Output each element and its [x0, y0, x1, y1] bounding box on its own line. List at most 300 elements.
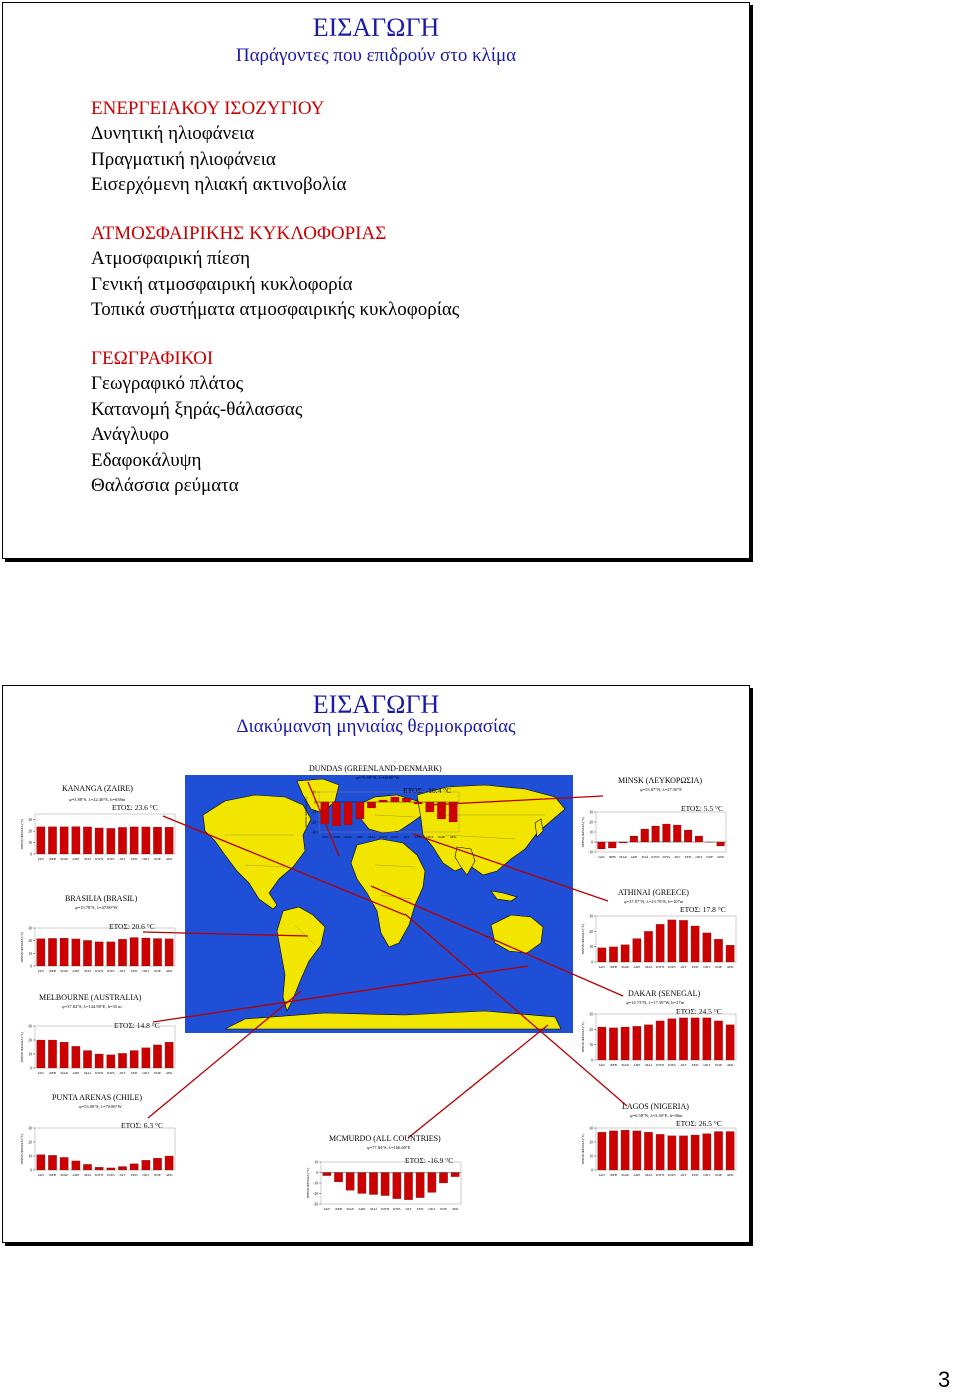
bar-ΑΠΡ — [633, 939, 641, 962]
bar-ΜΑΡ — [60, 938, 68, 966]
x-tick-label: ΑΠΡ — [633, 1063, 641, 1067]
bar-ΦΕΒ — [609, 947, 617, 962]
y-tick-label: 20 — [28, 939, 32, 944]
x-tick-label: ΔΕΚ — [717, 855, 724, 859]
bar-ΑΥΓ — [679, 920, 687, 962]
bar-ΙΟΥΝ — [95, 1167, 103, 1170]
bar-ΣΕΠ — [684, 830, 692, 842]
bar-ΔΕΚ — [726, 945, 734, 962]
bar-ΟΚΤ — [142, 938, 150, 966]
list-item: Γενική ατμοσφαιρική κυκλοφορία — [91, 273, 353, 295]
x-tick-label: ΙΟΥΝ — [651, 855, 660, 859]
bar-ΔΕΚ — [717, 842, 725, 846]
x-tick-label: ΣΕΠ — [130, 857, 138, 861]
chart-plot — [578, 1098, 738, 1183]
y-tick-label: -10 — [313, 1181, 318, 1186]
bar-ΙΑΝ — [37, 1155, 45, 1170]
bar-ΜΑΡ — [60, 1042, 68, 1068]
x-tick-label: ΔΕΚ — [165, 1173, 173, 1177]
x-tick-label: ΙΟΥΛ — [667, 1173, 676, 1177]
bar-ΜΑΪ — [644, 1132, 652, 1170]
y-tick-label: 20 — [589, 1140, 593, 1145]
y-tick-label: 30 — [589, 1012, 593, 1017]
chart-plot — [301, 762, 461, 854]
bar-ΙΟΥΛ — [107, 828, 115, 854]
section-geographic — [91, 346, 302, 498]
x-tick-label: ΙΟΥΝ — [95, 969, 104, 973]
bar-ΜΑΡ — [621, 1130, 629, 1170]
bar-ΙΟΥΛ — [668, 1136, 676, 1170]
x-tick-label: ΦΕΒ — [610, 1173, 617, 1177]
y-axis-label: ΘΕΡΜΟΚΡΑΣΙΑ (°C) — [20, 1133, 24, 1165]
bar-ΙΟΥΝ — [652, 826, 660, 842]
bar-ΙΑΝ — [37, 1040, 45, 1068]
x-tick-label: ΝΟΕ — [438, 835, 445, 839]
chart-plot — [17, 1090, 177, 1185]
bar-ΙΑΝ — [598, 948, 606, 962]
x-tick-label: ΙΑΝ — [37, 1173, 44, 1177]
x-tick-label: ΝΟΕ — [706, 855, 714, 859]
x-tick-label: ΙΑΝ — [323, 1207, 330, 1211]
bar-ΙΟΥΝ — [656, 1134, 664, 1170]
chart-plot — [578, 774, 728, 869]
x-tick-label: ΝΟΕ — [715, 1063, 722, 1067]
y-tick-label: 10 — [589, 1043, 593, 1048]
y-axis-label: ΘΕΡΜΟΚΡΑΣΙΑ (°C) — [581, 1021, 585, 1053]
y-tick-label: -20 — [313, 1192, 318, 1196]
section-atmospheric-circulation — [91, 221, 459, 323]
x-tick-label: ΔΕΚ — [165, 969, 173, 973]
x-tick-label: ΔΕΚ — [449, 835, 457, 839]
y-tick-label: -10 — [311, 810, 316, 815]
bar-ΙΟΥΝ — [95, 1054, 103, 1068]
chart-plot — [578, 884, 738, 979]
y-tick-label: 10 — [28, 841, 32, 846]
chart-coords: φ=5.88°S, λ=22.40°E, h=658m — [69, 797, 126, 802]
chart-annual-mean: ΕΤΟΣ: -10.4 °C — [403, 786, 452, 795]
bar-ΙΑΝ — [37, 939, 45, 966]
list-item: Εδαφοκάλυψη — [91, 449, 202, 471]
chart-annual-mean: ΕΤΟΣ: 20.6 °C — [109, 922, 155, 931]
x-tick-label: ΑΠΡ — [72, 1173, 80, 1177]
bar-ΟΚΤ — [703, 933, 711, 962]
x-tick-label: ΜΑΡ — [60, 1071, 68, 1075]
section-heading: ΓΕΩΓΡΑΦΙΚΟΙ — [91, 348, 214, 369]
x-tick-label: ΑΥΓ — [119, 1173, 126, 1177]
bar-ΑΥΓ — [404, 1173, 412, 1200]
bar-ΜΑΡ — [621, 945, 629, 962]
x-tick-label: ΝΟΕ — [440, 1207, 447, 1211]
x-tick-label: ΝΟΕ — [154, 857, 161, 861]
x-tick-label: ΦΕΒ — [335, 1207, 342, 1211]
chart-annual-mean: ΕΤΟΣ: 14.8 °C — [114, 1021, 160, 1030]
bar-ΦΕΒ — [608, 842, 616, 848]
bar-ΔΕΚ — [726, 1132, 734, 1171]
x-tick-label: ΟΚΤ — [142, 857, 150, 861]
y-tick-label: 0 — [316, 1171, 318, 1175]
arrow-mcmurdo — [408, 1025, 548, 1138]
x-tick-label: ΦΕΒ — [333, 835, 340, 839]
y-tick-label: 0 — [314, 800, 316, 805]
bar-ΝΟΕ — [437, 802, 445, 819]
x-tick-label: ΦΕΒ — [49, 1071, 56, 1075]
x-tick-label: ΙΟΥΛ — [106, 969, 115, 973]
y-tick-label: -30 — [311, 830, 316, 835]
x-tick-label: ΜΑΪ — [84, 857, 91, 861]
section-energy-balance — [91, 96, 346, 198]
chart-athinai — [578, 884, 738, 979]
bar-ΙΟΥΛ — [663, 824, 671, 842]
y-tick-label: 0 — [591, 1058, 593, 1063]
bar-ΙΟΥΝ — [379, 800, 387, 802]
chart-plot — [17, 776, 177, 871]
y-tick-label: 10 — [312, 790, 316, 795]
x-tick-label: ΔΕΚ — [726, 965, 734, 969]
x-tick-label: ΔΕΚ — [726, 1063, 734, 1067]
x-tick-label: ΜΑΡ — [60, 1173, 68, 1177]
bar-ΟΚΤ — [428, 1173, 436, 1193]
x-tick-label: ΟΚΤ — [428, 1207, 436, 1211]
list-item: Κατανομή ξηράς-θάλασσας — [91, 398, 303, 420]
x-tick-label: ΦΕΒ — [49, 857, 56, 861]
bar-ΑΠΡ — [356, 802, 364, 819]
bar-ΟΚΤ — [703, 1018, 711, 1060]
chart-plot — [17, 886, 177, 981]
chart-annual-mean: ΕΤΟΣ: 24.5 °C — [676, 1007, 722, 1016]
y-tick-label: 10 — [28, 1154, 32, 1159]
y-tick-label: 0 — [591, 960, 593, 965]
chart-coords: φ=53.87°N, λ=27.50°E — [640, 787, 682, 792]
list-item: Ανάγλυφο — [91, 424, 169, 446]
bar-ΣΕΠ — [691, 926, 699, 962]
x-tick-label: ΔΕΚ — [165, 857, 173, 861]
x-tick-label: ΑΠΡ — [630, 855, 638, 859]
bar-ΙΟΥΝ — [656, 924, 664, 962]
chart-dakar — [578, 986, 738, 1076]
x-tick-label: ΑΠΡ — [72, 1071, 80, 1075]
x-tick-label: ΟΚΤ — [142, 969, 150, 973]
bar-ΟΚΤ — [695, 836, 703, 842]
y-tick-label: -10 — [588, 850, 593, 855]
x-tick-label: ΙΑΝ — [37, 1071, 44, 1075]
chart-punta-arenas — [17, 1090, 177, 1185]
bar-ΑΥΓ — [679, 1018, 687, 1060]
bar-ΜΑΪ — [83, 940, 91, 966]
chart-coords: φ=76.59°N, λ=68.80°W — [356, 775, 400, 780]
x-tick-label: ΜΑΪ — [641, 855, 649, 859]
chart-plot — [303, 1132, 473, 1222]
list-item: Τοπικά συστήματα ατμοσφαιρικής κυκλοφορίας — [91, 299, 460, 321]
y-tick-label: 20 — [28, 1038, 32, 1043]
x-tick-label: ΑΥΓ — [405, 1207, 412, 1211]
x-tick-label: ΦΕΒ — [610, 1063, 617, 1067]
x-tick-label: ΑΥΓ — [680, 965, 687, 969]
bar-ΔΕΚ — [165, 1156, 173, 1170]
x-tick-label: ΣΕΠ — [130, 1071, 138, 1075]
chart-title: BRASILIA (BRASIL) — [65, 894, 138, 903]
bar-ΦΕΒ — [48, 1155, 56, 1170]
bar-ΙΑΝ — [37, 827, 45, 854]
x-tick-label: ΑΠΡ — [358, 1207, 366, 1211]
bar-ΑΠΡ — [630, 836, 638, 842]
y-tick-label: 30 — [28, 926, 32, 931]
bar-ΟΚΤ — [142, 1160, 150, 1170]
x-tick-label: ΜΑΡ — [346, 1207, 354, 1211]
bar-ΙΑΝ — [321, 802, 329, 824]
bar-ΣΕΠ — [414, 802, 422, 804]
y-tick-label: -20 — [311, 820, 316, 825]
x-tick-label: ΙΟΥΛ — [667, 965, 676, 969]
list-item: Γεωγραφικό πλάτος — [91, 373, 244, 395]
chart-coords: φ=37.82°S, λ=144.98°E, h=35 m — [62, 1004, 122, 1009]
y-tick-label: 20 — [589, 1027, 593, 1032]
x-tick-label: ΜΑΪ — [645, 1173, 652, 1177]
x-tick-label: ΑΥΓ — [680, 1173, 687, 1177]
x-tick-label: ΝΟΕ — [715, 965, 722, 969]
y-tick-label: 20 — [589, 820, 593, 825]
x-tick-label: ΣΕΠ — [416, 1207, 424, 1211]
bar-ΣΕΠ — [130, 827, 138, 854]
section-heading: ΕΝΕΡΓΕΙΑΚΟΥ ΙΣΟΖΥΓΙΟΥ — [91, 98, 325, 119]
x-tick-label: ΑΠΡ — [72, 969, 80, 973]
x-tick-label: ΙΟΥΝ — [656, 965, 665, 969]
bar-ΜΑΪ — [644, 931, 652, 962]
bar-ΑΥΓ — [118, 939, 126, 966]
bar-ΑΠΡ — [633, 1131, 641, 1170]
x-tick-label: ΜΑΡ — [621, 1063, 629, 1067]
bar-ΙΟΥΝ — [95, 942, 103, 966]
bar-ΜΑΪ — [641, 829, 649, 842]
x-tick-label: ΑΥΓ — [119, 857, 126, 861]
y-tick-label: 10 — [28, 951, 32, 956]
bar-ΟΚΤ — [142, 1048, 150, 1068]
x-tick-label: ΜΑΪ — [84, 1173, 91, 1177]
bar-ΝΟΕ — [714, 939, 722, 962]
x-tick-label: ΔΕΚ — [726, 1173, 734, 1177]
bar-ΙΑΝ — [598, 1027, 606, 1060]
x-tick-label: ΜΑΡ — [621, 1173, 629, 1177]
chart-annual-mean: ΕΤΟΣ: -16.9 °C — [405, 1156, 454, 1165]
bar-ΙΟΥΝ — [656, 1021, 664, 1060]
x-tick-label: ΙΟΥΛ — [106, 1071, 115, 1075]
x-tick-label: ΙΟΥΝ — [381, 1207, 390, 1211]
slide-title: ΕΙΣΑΓΩΓΗ — [312, 13, 440, 42]
x-tick-label: ΜΑΪ — [370, 1207, 377, 1211]
bar-ΙΟΥΛ — [107, 942, 115, 966]
bar-ΔΕΚ — [165, 1042, 173, 1068]
bar-ΙΑΝ — [323, 1173, 331, 1176]
x-tick-label: ΝΟΕ — [154, 1071, 161, 1075]
y-tick-label: 30 — [589, 914, 593, 919]
x-tick-label: ΑΥΓ — [674, 855, 681, 859]
bar-ΦΕΒ — [609, 1131, 617, 1170]
bar-ΜΑΪ — [369, 1173, 377, 1195]
bar-ΟΚΤ — [426, 802, 434, 812]
bar-ΑΠΡ — [72, 1046, 80, 1068]
x-tick-label: ΔΕΚ — [451, 1207, 459, 1211]
chart-title: PUNTA ARENAS (CHILE) — [52, 1093, 143, 1102]
chart-annual-mean: ΕΤΟΣ: 23.6 °C — [112, 803, 158, 812]
bar-ΙΟΥΝ — [95, 828, 103, 854]
bar-ΜΑΪ — [83, 1164, 91, 1170]
bar-ΑΠΡ — [72, 827, 80, 854]
x-tick-label: ΜΑΪ — [368, 835, 375, 839]
bar-ΜΑΡ — [60, 827, 68, 854]
x-tick-label: ΣΕΠ — [414, 835, 422, 839]
bar-ΝΟΕ — [153, 827, 161, 854]
bar-ΣΕΠ — [691, 1018, 699, 1060]
y-tick-label: 10 — [589, 830, 593, 835]
chart-annual-mean: ΕΤΟΣ: 17.8 °C — [680, 905, 726, 914]
bar-ΜΑΡ — [621, 1027, 629, 1060]
x-tick-label: ΙΟΥΛ — [106, 1173, 115, 1177]
x-tick-label: ΑΥΓ — [680, 1063, 687, 1067]
x-tick-label: ΜΑΪ — [84, 969, 91, 973]
chart-title: ATHINAI (GREECE) — [618, 888, 689, 897]
x-tick-label: ΙΑΝ — [598, 1063, 605, 1067]
bar-ΝΟΕ — [714, 1021, 722, 1060]
x-tick-label: ΙΑΝ — [321, 835, 328, 839]
bar-ΑΠΡ — [72, 1161, 80, 1170]
bar-ΦΕΒ — [609, 1028, 617, 1060]
y-tick-label: 30 — [589, 810, 593, 815]
bar-ΑΥΓ — [118, 827, 126, 854]
bar-ΦΕΒ — [334, 1173, 342, 1182]
bar-ΔΕΚ — [726, 1025, 734, 1060]
chart-title: LAGOS (NIGERIA) — [622, 1102, 689, 1111]
y-tick-label: 30 — [28, 1024, 32, 1029]
chart-kananga — [17, 776, 177, 871]
chart-title: DUNDAS (GREENLAND-DENMARK) — [309, 764, 442, 773]
x-tick-label: ΜΑΡ — [344, 835, 352, 839]
slide-temperature-variation — [2, 685, 750, 1243]
slide-subtitle: Παράγοντες που επιδρούν στο κλίμα — [235, 45, 517, 66]
bar-ΙΟΥΛ — [107, 1055, 115, 1068]
bar-ΣΕΠ — [130, 938, 138, 967]
y-tick-label: 10 — [28, 1052, 32, 1057]
x-tick-label: ΙΟΥΝ — [95, 1173, 104, 1177]
x-tick-label: ΙΟΥΛ — [662, 855, 671, 859]
bar-ΝΟΕ — [153, 1158, 161, 1170]
x-tick-label: ΔΕΚ — [165, 1071, 173, 1075]
chart-coords: φ=53.00°S, λ=70.88°W — [79, 1104, 122, 1109]
bar-ΣΕΠ — [130, 1051, 138, 1069]
x-tick-label: ΑΥΓ — [403, 835, 410, 839]
bar-ΣΕΠ — [416, 1173, 424, 1198]
x-tick-label: ΙΟΥΝ — [379, 835, 388, 839]
bar-ΑΥΓ — [679, 1136, 687, 1170]
page-number: 3 — [938, 1367, 951, 1392]
bar-ΑΠΡ — [358, 1173, 366, 1194]
bar-ΑΠΡ — [633, 1026, 641, 1060]
x-tick-label: ΜΑΪ — [645, 1063, 652, 1067]
chart-lagos — [578, 1098, 738, 1183]
x-tick-label: ΜΑΡ — [60, 969, 68, 973]
chart-title: KANANGA (ZAIRE) — [62, 784, 133, 793]
y-tick-label: 0 — [30, 1168, 32, 1173]
bar-ΣΕΠ — [130, 1164, 138, 1170]
bar-ΑΠΡ — [72, 939, 80, 966]
x-tick-label: ΟΚΤ — [695, 855, 703, 859]
y-tick-label: 0 — [30, 964, 32, 969]
bar-ΝΟΕ — [439, 1173, 447, 1184]
bar-ΜΑΪ — [83, 1051, 91, 1069]
x-tick-label: ΙΟΥΛ — [390, 835, 399, 839]
chart-title: MINSK (ΛΕΥΚΟΡΩΣΙΑ) — [618, 776, 703, 785]
bar-ΙΟΥΛ — [668, 920, 676, 962]
chart-title: DAKAR (SENEGAL) — [628, 989, 701, 998]
bar-ΝΟΕ — [153, 1045, 161, 1068]
chart-annual-mean: ΕΤΟΣ: 5.5 °C — [681, 804, 724, 813]
x-tick-label: ΝΟΕ — [154, 969, 161, 973]
bar-ΔΕΚ — [449, 802, 457, 822]
chart-coords: φ=14.73°N, λ=17.50°W, h=27m — [626, 1000, 685, 1005]
bar-ΜΑΡ — [60, 1157, 68, 1170]
bar-ΔΕΚ — [165, 939, 173, 966]
y-tick-label: -30 — [313, 1202, 318, 1207]
x-tick-label: ΣΕΠ — [130, 1173, 138, 1177]
bar-ΔΕΚ — [451, 1173, 459, 1177]
bar-ΔΕΚ — [165, 827, 173, 854]
y-axis-label: ΘΕΡΜΟΚΡΑΣΙΑ (°C) — [581, 816, 585, 848]
bar-ΑΥΓ — [118, 1053, 126, 1068]
slide-factors — [2, 2, 750, 559]
bar-ΜΑΡ — [619, 842, 627, 843]
chart-title: MCMURDO (ALL COUNTRIES) — [329, 1134, 441, 1143]
bar-ΑΥΓ — [118, 1167, 126, 1171]
slide-title: ΕΙΣΑΓΩΓΗ — [312, 690, 440, 719]
chart-annual-mean: ΕΤΟΣ: 6.3 °C — [121, 1121, 164, 1130]
x-tick-label: ΙΟΥΛ — [667, 1063, 676, 1067]
chart-coords: φ=77.84°S, λ=166.60°E — [367, 1145, 411, 1150]
y-tick-label: 10 — [589, 945, 593, 950]
bar-ΜΑΡ — [344, 802, 352, 825]
x-tick-label: ΜΑΡ — [619, 855, 627, 859]
x-tick-label: ΟΚΤ — [703, 965, 711, 969]
x-tick-label: ΦΕΒ — [610, 965, 617, 969]
x-tick-label: ΙΟΥΝ — [95, 1071, 104, 1075]
bar-ΦΕΒ — [48, 938, 56, 966]
x-tick-label: ΙΑΝ — [598, 855, 605, 859]
chart-mcmurdo — [303, 1132, 473, 1222]
y-tick-label: 20 — [28, 829, 32, 834]
list-item: Ατμοσφαιρική πίεση — [91, 248, 251, 270]
x-tick-label: ΦΕΒ — [608, 855, 616, 859]
x-tick-label: ΦΕΒ — [49, 1173, 56, 1177]
y-tick-label: 0 — [30, 1066, 32, 1071]
x-tick-label: ΟΚΤ — [142, 1071, 150, 1075]
list-item: Δυνητική ηλιοφάνεια — [91, 123, 255, 145]
y-tick-label: 10 — [314, 1160, 318, 1165]
chart-minsk — [578, 774, 728, 869]
y-axis-label: ΘΕΡΜΟΚΡΑΣΙΑ (°C) — [581, 923, 585, 955]
y-tick-label: 20 — [28, 1140, 32, 1145]
x-tick-label: ΟΚΤ — [703, 1173, 711, 1177]
x-tick-label: ΦΕΒ — [49, 969, 56, 973]
x-tick-label: ΙΟΥΛ — [392, 1207, 401, 1211]
bar-ΙΑΝ — [598, 842, 606, 849]
y-tick-label: 0 — [30, 852, 32, 857]
bar-ΦΕΒ — [332, 802, 340, 826]
x-tick-label: ΝΟΕ — [715, 1173, 722, 1177]
chart-coords: φ=6.58°N, λ=3.30°E, h=40m — [630, 1113, 683, 1118]
x-tick-label: ΣΕΠ — [684, 855, 692, 859]
chart-plot — [578, 986, 738, 1076]
bar-ΦΕΒ — [48, 827, 56, 854]
chart-brasilia — [17, 886, 177, 981]
x-tick-label: ΑΠΡ — [633, 965, 641, 969]
list-item: Θαλάσσια ρεύματα — [91, 475, 239, 497]
